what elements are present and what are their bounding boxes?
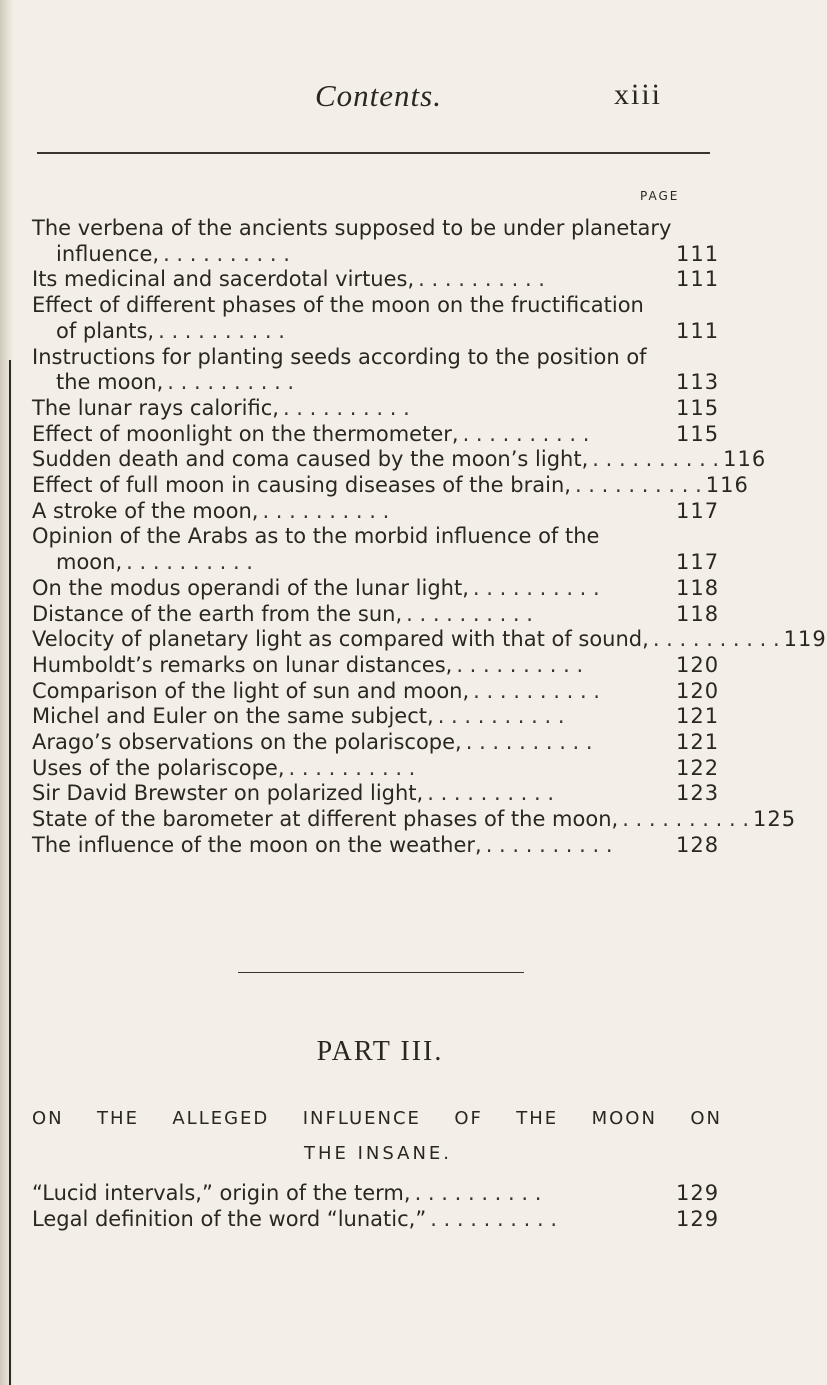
subtitle-word: ALLEGED: [172, 1108, 270, 1129]
part-heading: PART III.: [316, 1036, 444, 1067]
entry-page-number: 117: [676, 550, 720, 575]
entry-line: [32, 216, 722, 242]
dot-leader: . . . . . . . . . .: [288, 755, 416, 780]
dot-leader: . . . . . . . . . .: [406, 601, 533, 626]
toc-entry: [32, 781, 722, 807]
toc-entry: [32, 524, 722, 575]
dot-leader: . . . . . . . . . .: [592, 447, 720, 472]
entry-page-number: 118: [676, 601, 720, 626]
entry-line: [32, 242, 722, 268]
entry-line: [32, 345, 722, 371]
entry-title: On the modus operandi of the lunar light,: [32, 575, 469, 600]
entry-line: [32, 293, 722, 319]
subtitle-word: ON: [32, 1108, 64, 1129]
entry-page-number: 113: [676, 370, 720, 395]
entry-line: [32, 781, 722, 807]
subtitle-word: THE: [97, 1108, 139, 1129]
subtitle-word: THE: [516, 1108, 559, 1129]
entry-line: [32, 679, 722, 705]
entry-page-number: 120: [676, 652, 720, 677]
entry-page-number: 111: [676, 241, 720, 266]
section-divider: [238, 972, 524, 973]
toc-entry: [32, 345, 722, 396]
toc-entry: [32, 473, 749, 499]
page-header: [0, 78, 800, 118]
book-gutter: [0, 0, 14, 1385]
entry-page-number: 117: [676, 498, 720, 523]
entry-page-number: 123: [676, 781, 720, 806]
entry-line: [32, 704, 722, 730]
entry-line: [32, 756, 722, 782]
subtitle-word: INFLUENCE: [302, 1108, 421, 1129]
dot-leader: . . . . . . . . . .: [473, 678, 600, 703]
entry-line: [32, 1181, 722, 1207]
toc-entry: [32, 833, 722, 859]
dot-leader: . . . . . . . . . .: [427, 781, 555, 806]
toc-entry: [32, 447, 767, 473]
entry-page-number: 129: [676, 1206, 720, 1231]
entry-line: [32, 422, 722, 448]
entry-title: Opinion of the Arabs as to the morbid influence of the: [32, 524, 600, 549]
dot-leader: . . . . . . . . . .: [456, 652, 584, 677]
entry-page-number: 118: [676, 575, 720, 600]
toc-entry: [32, 396, 722, 422]
entry-title: Distance of the earth from the sun,: [32, 601, 403, 626]
dot-leader: . . . . . . . . . .: [485, 832, 613, 857]
entry-page-number: 122: [676, 755, 720, 780]
dot-leader: . . . . . . . . . .: [465, 730, 593, 755]
entry-line: [32, 499, 722, 525]
entry-line: [32, 730, 722, 756]
entry-title: the moon,: [56, 370, 164, 395]
dot-leader: . . . . . . . . . .: [158, 318, 285, 343]
toc-entry: [32, 216, 722, 267]
dot-leader: . . . . . . . . . .: [430, 1206, 558, 1231]
dot-leader: . . . . . . . . . .: [167, 370, 295, 395]
toc-entry: [32, 1181, 722, 1207]
entry-title: The verbena of the ancients supposed to be under planetary: [32, 216, 672, 240]
toc-entry: [32, 807, 797, 833]
entry-page-number: 116: [723, 447, 767, 472]
page-number: xiii: [614, 78, 663, 111]
dot-leader: . . . . . . . . . .: [418, 267, 545, 292]
entry-title: of plants,: [56, 318, 155, 343]
contents-list-part3: [32, 1181, 722, 1232]
entry-title: moon,: [56, 550, 123, 575]
entry-line: [32, 396, 722, 422]
page-column-label: PAGE: [640, 189, 680, 203]
toc-entry: [32, 422, 722, 448]
entry-title: The influence of the moon on the weather,: [32, 832, 482, 857]
toc-entry: [32, 730, 722, 756]
entry-title: Effect of full moon in causing diseases of the brain,: [32, 473, 571, 498]
toc-entry: [32, 267, 722, 293]
dot-leader: . . . . . . . . . .: [126, 550, 253, 575]
entry-title: Sir David Brewster on polarized light,: [32, 781, 424, 806]
entry-title: Velocity of planetary light as compared with that of sound,: [32, 627, 649, 652]
entry-line: [32, 550, 722, 576]
entry-line: [32, 267, 722, 293]
dot-leader: . . . . . . . . . .: [262, 498, 390, 523]
dot-leader: . . . . . . . . . .: [622, 807, 750, 832]
entry-page-number: 111: [676, 318, 720, 343]
entry-title: Effect of different phases of the moon on the fructification: [32, 293, 644, 318]
entry-title: Humboldt’s remarks on lunar distances,: [32, 652, 453, 677]
entry-line: [32, 370, 722, 396]
entry-title: Uses of the polariscope,: [32, 755, 285, 780]
toc-entry: [32, 1207, 722, 1233]
entry-title: influence,: [56, 241, 160, 266]
entry-page-number: 128: [676, 832, 720, 857]
entry-page-number: 129: [676, 1181, 720, 1205]
entry-title: Comparison of the light of sun and moon,: [32, 678, 470, 703]
dot-leader: . . . . . . . . . .: [414, 1181, 542, 1205]
subtitle-word: OF: [454, 1108, 483, 1129]
dot-leader: . . . . . . . . . .: [574, 473, 702, 498]
entry-title: A stroke of the moon,: [32, 498, 259, 523]
entry-line: [32, 524, 722, 550]
gutter-edge: [9, 360, 11, 1385]
contents-list: [32, 216, 827, 859]
entry-line: [32, 473, 749, 499]
subtitle-word: MOON: [591, 1108, 657, 1129]
entry-page-number: 121: [676, 730, 720, 755]
part-subtitle-line2: THE INSANE.: [303, 1143, 453, 1164]
entry-title: Effect of moonlight on the thermometer,: [32, 421, 459, 446]
toc-entry: [32, 653, 722, 679]
entry-title: State of the barometer at different phases of the moon,: [32, 807, 619, 832]
entry-title: The lunar rays calorific,: [32, 395, 279, 420]
header-rule: [37, 152, 710, 154]
toc-entry: [32, 756, 722, 782]
subtitle-word: ON: [690, 1108, 722, 1129]
entry-page-number: 120: [676, 678, 720, 703]
entry-title: Sudden death and coma caused by the moon’s light,: [32, 447, 589, 472]
entry-line: [32, 1207, 722, 1233]
running-head: Contents.: [315, 78, 442, 113]
entry-line: [32, 319, 722, 345]
toc-entry: [32, 499, 722, 525]
entry-page-number: 119: [783, 627, 827, 652]
toc-entry: [32, 704, 722, 730]
entry-title: Arago’s observations on the polariscope,: [32, 730, 462, 755]
entry-title: Legal definition of the word “lunatic,”: [32, 1206, 427, 1231]
dot-leader: . . . . . . . . . .: [163, 241, 290, 266]
entry-page-number: 116: [705, 473, 749, 498]
entry-line: [32, 833, 722, 859]
dot-leader: . . . . . . . . . .: [472, 575, 600, 600]
toc-entry: [32, 627, 827, 653]
entry-line: [32, 576, 722, 602]
dot-leader: . . . . . . . . . .: [462, 421, 590, 446]
dot-leader: . . . . . . . . . .: [652, 627, 780, 652]
dot-leader: . . . . . . . . . .: [282, 395, 410, 420]
entry-page-number: 115: [676, 395, 720, 420]
entry-line: [32, 653, 722, 679]
entry-page-number: 111: [676, 267, 720, 292]
entry-line: [32, 602, 722, 628]
toc-entry: [32, 679, 722, 705]
toc-entry: [32, 576, 722, 602]
toc-entry: [32, 602, 722, 628]
entry-page-number: 115: [676, 421, 720, 446]
entry-title: “Lucid intervals,” origin of the term,: [32, 1181, 411, 1205]
dot-leader: . . . . . . . . . .: [437, 704, 565, 729]
entry-page-number: 121: [676, 704, 720, 729]
part-subtitle: [32, 1108, 722, 1129]
entry-title: Its medicinal and sacerdotal virtues,: [32, 267, 415, 292]
entry-line: [32, 447, 767, 473]
toc-entry: [32, 293, 722, 344]
entry-line: [32, 627, 827, 653]
entry-line: [32, 807, 797, 833]
entry-title: Michel and Euler on the same subject,: [32, 704, 434, 729]
entry-page-number: 125: [753, 807, 797, 832]
entry-title: Instructions for planting seeds according to the position of: [32, 344, 647, 369]
